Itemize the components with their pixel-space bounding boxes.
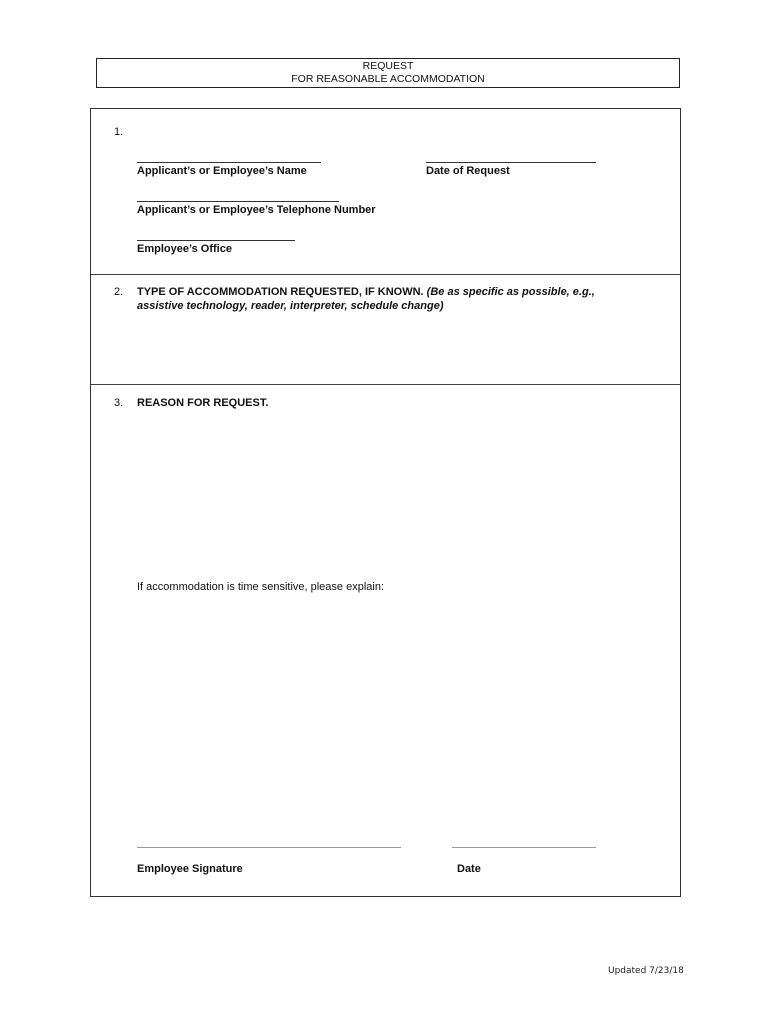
- name-field[interactable]: [137, 162, 321, 163]
- form-box: [90, 108, 681, 897]
- signature-field[interactable]: [137, 847, 401, 848]
- signature-label: Employee Signature: [137, 863, 243, 875]
- section3-heading: REASON FOR REQUEST.: [137, 397, 269, 409]
- form-title-line1: REQUEST: [362, 60, 414, 72]
- section2-hint-line1: (Be as specific as possible, e.g.,: [426, 286, 595, 298]
- section-divider-1: [91, 274, 680, 275]
- form-title-box: [96, 58, 680, 88]
- signature-date-label: Date: [457, 863, 481, 875]
- section2-heading-line: [137, 285, 595, 299]
- date-of-request-label: Date of Request: [426, 165, 510, 177]
- section-divider-2: [91, 384, 680, 385]
- section3-number: 3.: [114, 397, 124, 409]
- office-field[interactable]: [137, 240, 295, 241]
- form-title-line2: FOR REASONABLE ACCOMMODATION: [291, 73, 485, 85]
- section2-hint-line2: assistive technology, reader, interpreter, schedule change): [137, 300, 444, 312]
- section2-heading: TYPE OF ACCOMMODATION REQUESTED, IF KNOWN.: [137, 286, 424, 298]
- office-label: Employee’s Office: [137, 243, 232, 255]
- signature-date-field[interactable]: [452, 847, 596, 848]
- updated-date: Updated 7/23/18: [608, 966, 684, 976]
- telephone-field[interactable]: [137, 201, 339, 202]
- time-sensitive-prompt: If accommodation is time sensitive, please explain:: [137, 581, 385, 593]
- section1-number: 1.: [114, 126, 124, 138]
- date-of-request-field[interactable]: [426, 162, 596, 163]
- name-label: Applicant’s or Employee’s Name: [137, 165, 307, 177]
- section2-number: 2.: [114, 286, 124, 298]
- telephone-label: Applicant’s or Employee’s Telephone Number: [137, 204, 376, 216]
